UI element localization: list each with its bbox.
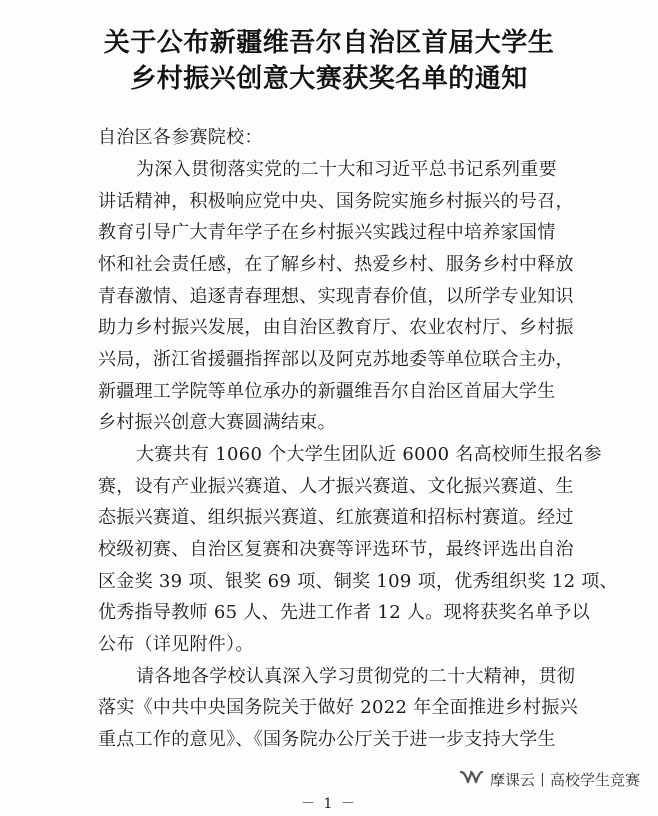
paragraph-line: 大赛共有 1060 个大学生团队近 6000 名高校师生报名参 <box>136 444 602 465</box>
document-title-line-1: 关于公布新疆维吾尔自治区首届大学生 <box>103 28 555 58</box>
paragraph-line: 助力乡村振兴发展，由自治区教育厅、农业农村厅、乡村振 <box>98 317 574 338</box>
wechat-channel-icon <box>458 768 484 790</box>
paragraph-line: 公布（详见附件）。 <box>98 634 254 655</box>
paragraph-line: 教育引导广大青年学子在乡村振兴实践过程中培养家国情 <box>98 222 556 243</box>
paragraph-line: 青春激情、追逐青春理想、实现青春价值，以所学专业知识 <box>98 286 574 307</box>
page-number: － 1 － <box>301 796 357 812</box>
paragraph-line: 态振兴赛道、组织振兴赛道、红旅赛道和招标村赛道。经过 <box>98 507 574 528</box>
paragraph-line: 讲话精神，积极响应党中央、国务院实施乡村振兴的号召， <box>98 191 574 212</box>
watermark-text: 摩课云丨高校学生竞赛 <box>489 770 640 789</box>
paragraph-line: 校级初赛、自治区复赛和决赛等评选环节，最终评选出自治 <box>98 539 574 560</box>
paragraph-line: 优秀指导教师 65 人、先进工作者 12 人。现将获奖名单予以 <box>98 602 590 623</box>
paragraph-line: 落实《中共中央国务院关于做好 2022 年全面推进乡村振兴 <box>98 697 578 718</box>
paragraph-line: 新疆理工学院等单位承办的新疆维吾尔自治区首届大学生 <box>98 381 556 402</box>
paragraph-line: 兴局，浙江省援疆指挥部以及阿克苏地委等单位联合主办， <box>98 349 574 370</box>
paragraph-line: 请各地各学校认真深入学习贯彻党的二十大精神，贯彻 <box>136 666 576 687</box>
paragraph-line: 重点工作的意见》、《国务院办公厅关于进一步支持大学生 <box>98 729 556 750</box>
paragraph-line: 区金奖 39 项、银奖 69 项、铜奖 109 项，优秀组织奖 12 项、 <box>98 571 618 592</box>
paragraph-line: 乡村振兴创意大赛圆满结束。 <box>98 412 336 433</box>
salutation: 自治区各参赛院校： <box>98 127 263 148</box>
watermark <box>458 768 640 790</box>
paragraph-line: 为深入贯彻落实党的二十大和习近平总书记系列重要 <box>136 159 557 180</box>
document-title-line-2: 乡村振兴创意大赛获奖名单的通知 <box>130 64 528 94</box>
paragraph-line: 怀和社会责任感，在了解乡村、热爱乡村、服务乡村中释放 <box>98 254 574 275</box>
paragraph-line: 赛，设有产业振兴赛道、人才振兴赛道、文化振兴赛道、生 <box>98 476 574 497</box>
